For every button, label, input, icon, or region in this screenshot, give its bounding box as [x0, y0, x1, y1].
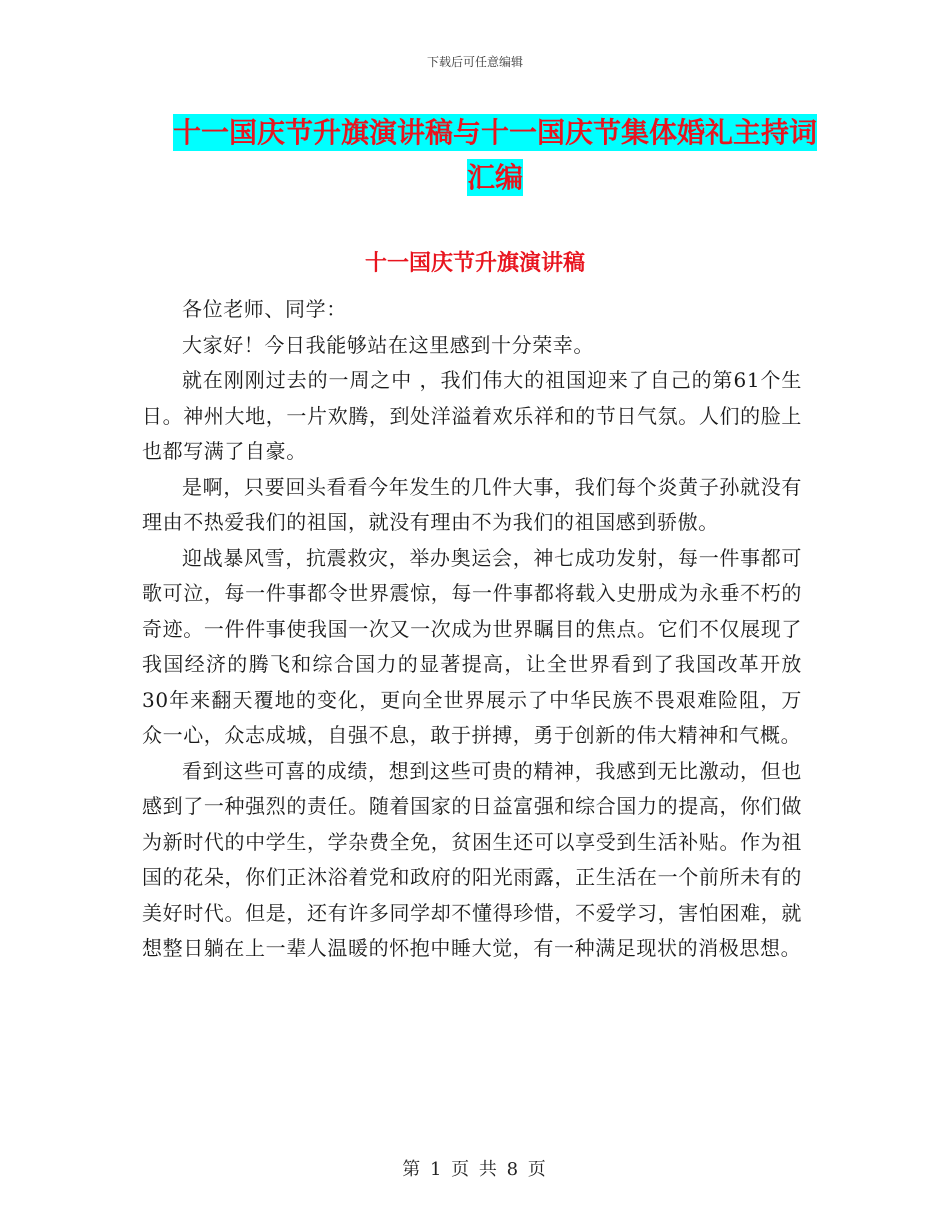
page-footer: 第 1 页 共 8 页: [402, 1159, 548, 1180]
header-note: 下载后可任意编辑: [426, 55, 523, 69]
document-title-line-1: 十一国庆节升旗演讲稿与十一国庆节集体婚礼主持词: [172, 116, 817, 149]
paragraph-2: 是啊，只要回头看看今年发生的几件大事，我们每个炎黄子孙就没有理由不热爱我们的祖国，就没有理由不为我们的祖国感到骄傲。: [142, 474, 802, 534]
paragraph-3: 迎战暴风雪，抗震救灾，举办奥运会，神七成功发射，每一件事都可歌可泣，每一件事都令世界震惊，每一件事都将载入史册成为永垂不朽的奇迹。一件件事使我国一次又一次成为世界瞩目的焦点。它们不仅展现了我国经济的腾飞和综合国力的显著提高，让全世界看到了我国改革开放30年来翻天覆地的变化，更向全世界展示了中华民族不畏艰难险阻，万众一心，众志成城，自强不息，敢于拼搏，勇于创新的伟大精神和气概。: [142, 545, 802, 747]
document-title-line-2: 汇编: [466, 161, 523, 194]
body-text: [142, 292, 802, 967]
paragraph-4: 看到这些可喜的成绩，想到这些可贵的精神，我感到无比激动，但也感到了一种强烈的责任。随着国家的日益富强和综合国力的提高，你们做为新时代的中学生，学杂费全免，贫困生还可以享受到生活补贴。作为祖国的花朵，你们正沐浴着党和政府的阳光雨露，正生活在一个前所未有的美好时代。但是，还有许多同学却不懂得珍惜，不爱学习，害怕困难，就想整日躺在上一辈人温暖的怀抱中睡大觉，有一种满足现状的消极思想。: [142, 758, 802, 960]
paragraph-1: 就在刚刚过去的一周之中 ，我们伟大的祖国迎来了自己的第61个生日。神州大地，一片欢腾，到处洋溢着欢乐祥和的节日气氛。人们的脸上也都写满了自豪。: [142, 368, 802, 463]
section-title: 十一国庆节升旗演讲稿: [364, 251, 585, 276]
document-title: [150, 110, 840, 200]
paragraph-greeting: 大家好！今日我能够站在这里感到十分荣幸。: [182, 332, 594, 357]
paragraph-salutation: 各位老师、同学：: [182, 297, 347, 321]
